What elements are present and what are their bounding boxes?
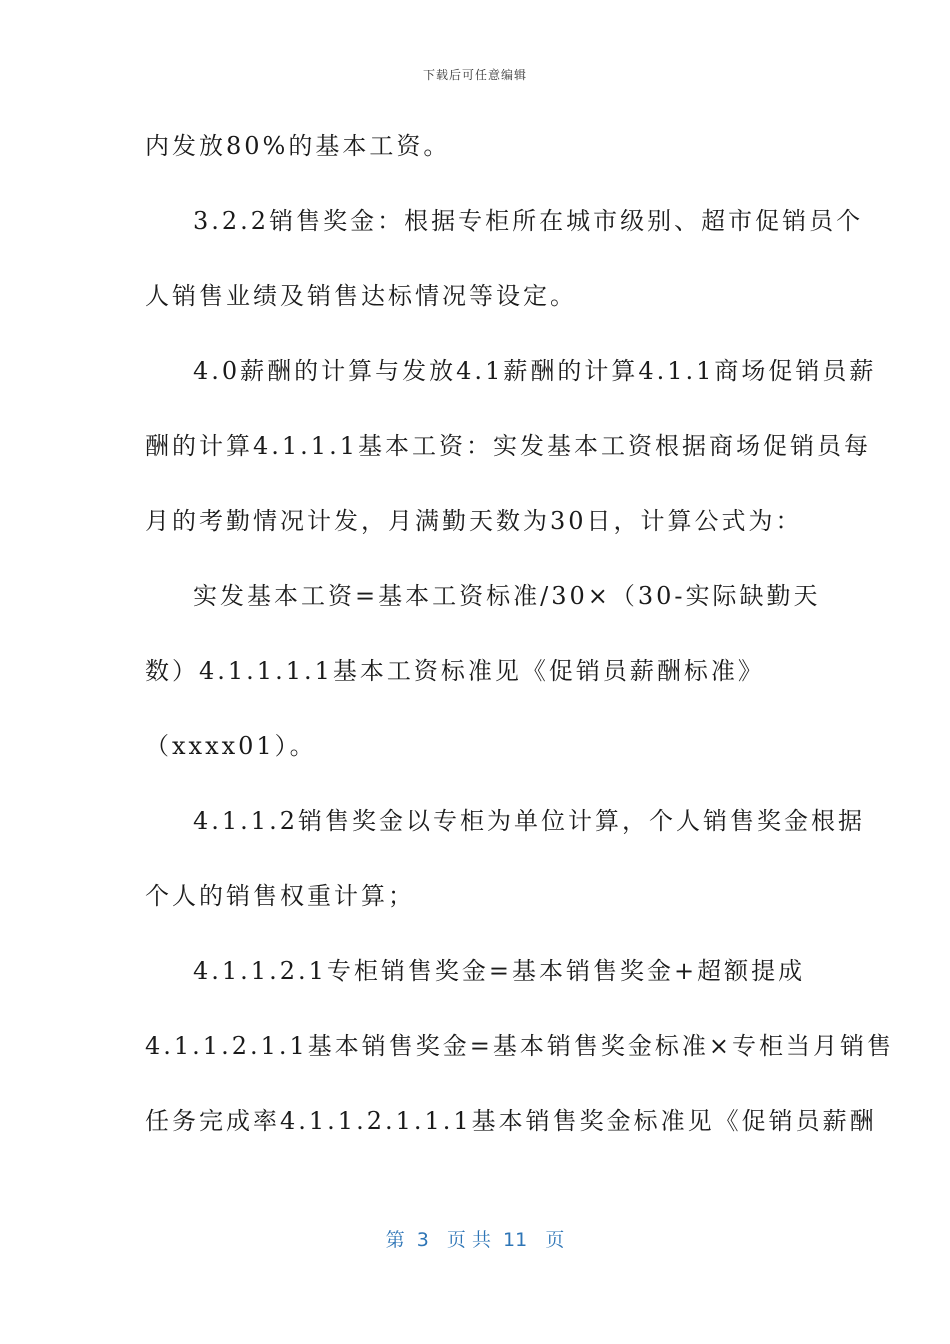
text-line: （xxxx01）。 bbox=[145, 732, 317, 760]
text-line: 4.0薪酬的计算与发放4.1薪酬的计算4.1.1商场促销员薪 bbox=[193, 357, 877, 385]
text-line: 实发基本工资=基本工资标准/30×（30-实际缺勤天 bbox=[193, 582, 821, 610]
text-line: 人销售业绩及销售达标情况等设定。 bbox=[145, 282, 577, 310]
text-line: 内发放80%的基本工资。 bbox=[145, 132, 451, 160]
text-line: 4.1.1.2.1专柜销售奖金=基本销售奖金+超额提成 bbox=[193, 957, 806, 985]
page-number: 第 3 页 共 11 页 bbox=[385, 1229, 565, 1251]
text-line: 3.2.2销售奖金：根据专柜所在城市级别、超市促销员个 bbox=[193, 207, 864, 235]
text-line: 酬的计算4.1.1.1基本工资：实发基本工资根据商场促销员每 bbox=[145, 432, 871, 460]
text-line: 个人的销售权重计算； bbox=[145, 882, 415, 910]
text-line: 数）4.1.1.1.1基本工资标准见《促销员薪酬标准》 bbox=[145, 657, 765, 685]
text-line: 任务完成率4.1.1.2.1.1.1基本销售奖金标准见《促销员薪酬 bbox=[145, 1107, 877, 1135]
text-line: 4.1.1.2销售奖金以专柜为单位计算，个人销售奖金根据 bbox=[193, 807, 865, 835]
download-note: 下载后可任意编辑 bbox=[422, 68, 527, 82]
text-line: 4.1.1.2.1.1基本销售奖金=基本销售奖金标准×专柜当月销售 bbox=[145, 1032, 894, 1060]
text-line: 月的考勤情况计发，月满勤天数为30日，计算公式为： bbox=[145, 507, 803, 535]
